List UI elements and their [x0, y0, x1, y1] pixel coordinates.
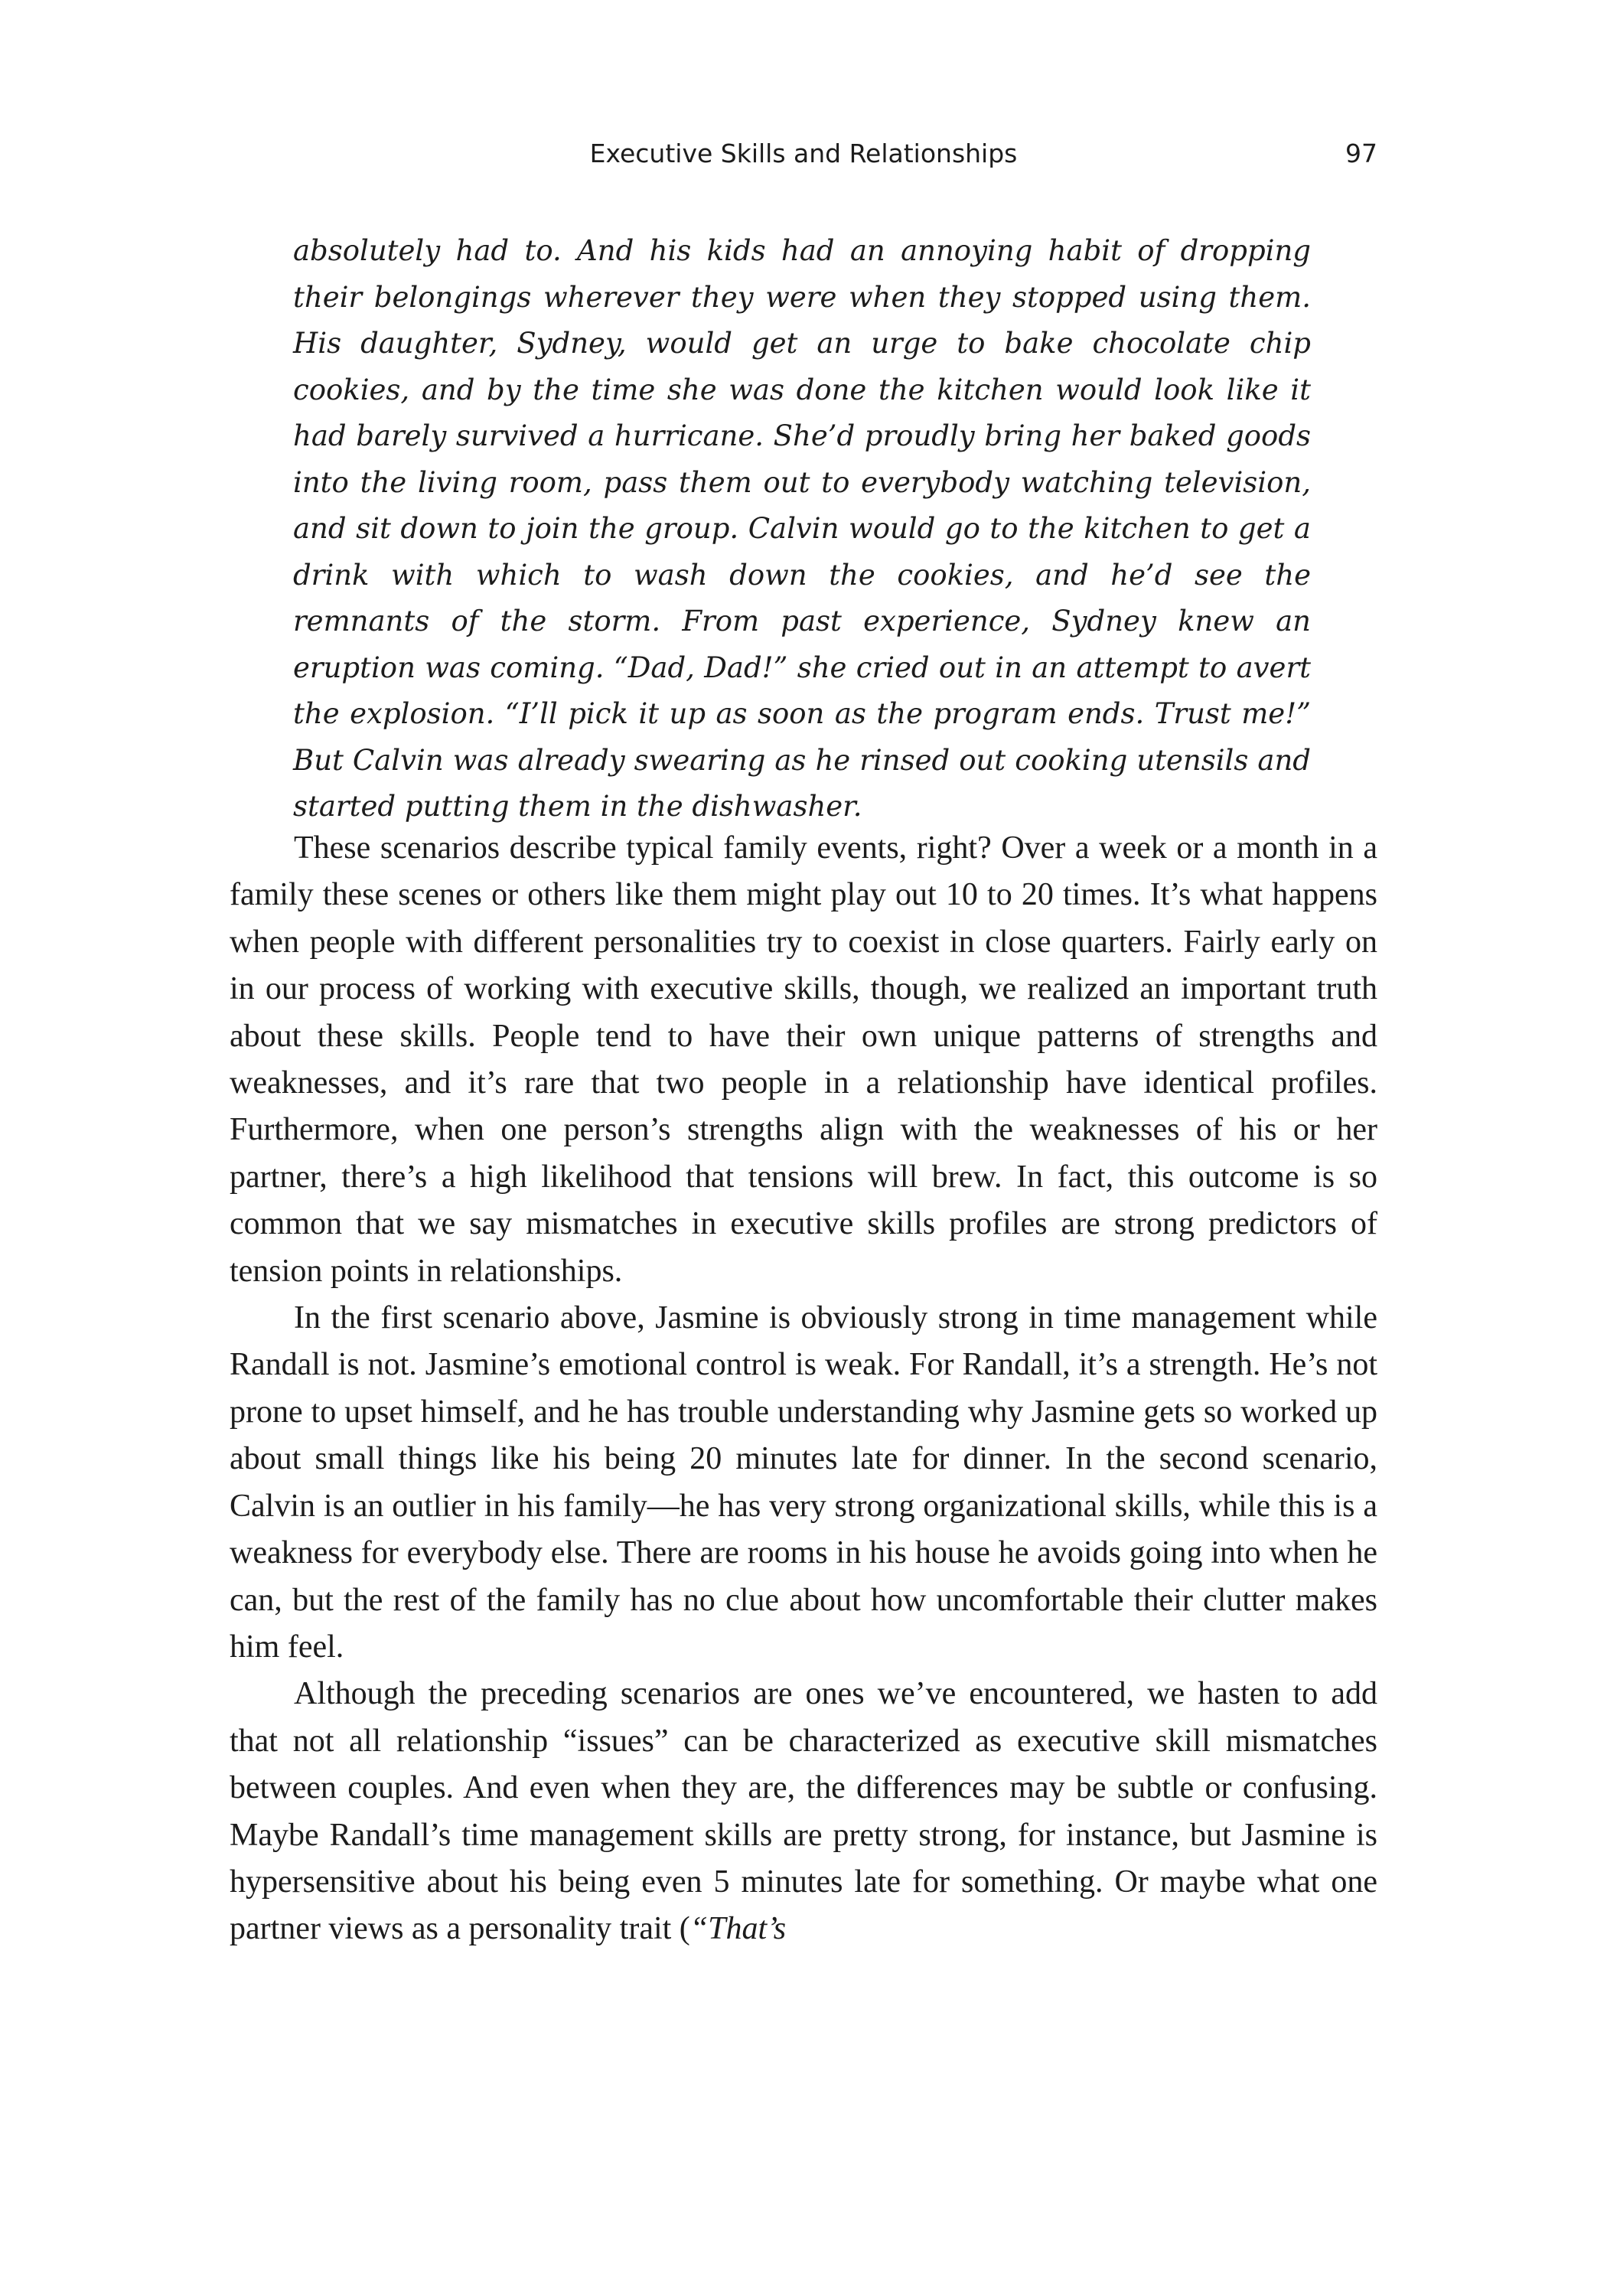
- running-title: Executive Skills and Relationships: [589, 139, 1018, 168]
- extract-paragraph: absolutely had to. And his kids had an annoying habit of dropping their belongings wherever they were when they stopped using them. His daughter, Sydney, would get an urge to bake chocolate chip cookies, and by the time she was done the kitchen would look like it had barely survived a hurricane. She’d proudly bring her baked goods into the living room, pass them out to everybody watching television, and sit down to join the group. Calvin would go to the kitchen to get a drink with which to wash down the cookies, and he’d see the remnants of the storm. From past experience, Sydney knew an eruption was coming. “Dad, Dad!” she cried out in an attempt to avert the explosion. “I’ll pick it up as soon as the program ends. Trust me!” But Calvin was already swearing as he rinsed out cooking utensils and started putting them in the dishwasher.: [293, 234, 1311, 823]
- running-head: [230, 135, 1377, 173]
- body-paragraph-3-italic-quote: “That’s: [689, 1911, 787, 1947]
- body-paragraph-3: [230, 1671, 1377, 1952]
- body-paragraph-3-text: Although the preceding scenarios are ones we’ve encountered, we hasten to add that not all relationship “issues” can be characterized as executive skill mismatches between couples. And even when they are, the differences may be subtle or confusing. Maybe Randall’s time management skills are pretty strong, for instance, but Jasmine is hypersensitive about his being even 5 minutes late for something. Or maybe what one partner views as a personality trait (: [230, 1676, 1377, 1947]
- body-text: [230, 825, 1377, 1953]
- body-paragraph-2: In the first scenario above, Jasmine is obviously strong in time management while Randall is not. Jasmine’s emotional control is weak. For Randall, it’s a strength. He’s not prone to upset himself, and he has trouble understanding why Jasmine gets so worked up about small things like his being 20 minutes late for dinner. In the second scenario, Calvin is an outlier in his family—he has very strong organizational skills, while this is a weakness for everybody else. There are rooms in his house he avoids going into when he can, but the rest of the family has no clue about how uncomfortable their clutter makes him feel.: [230, 1300, 1377, 1665]
- page-number: 97: [1345, 139, 1377, 168]
- body-paragraph-1: These scenarios describe typical family events, right? Over a week or a month in a family these scenes or others like them might play out 10 to 20 times. It’s what happens when people with different personalities try to coexist in close quarters. Fairly early on in our process of working with executive skills, though, we realized an important truth about these skills. People tend to have their own unique patterns of strengths and weaknesses, and it’s rare that two people in a relationship have identical profiles. Furthermore, when one person’s strengths align with the weaknesses of his or her partner, there’s a high likelihood that tensions will brew. In fact, this outcome is so common that we say mismatches in executive skills profiles are strong predictors of tension points in relationships.: [230, 830, 1377, 1289]
- italic-extract: [293, 228, 1311, 830]
